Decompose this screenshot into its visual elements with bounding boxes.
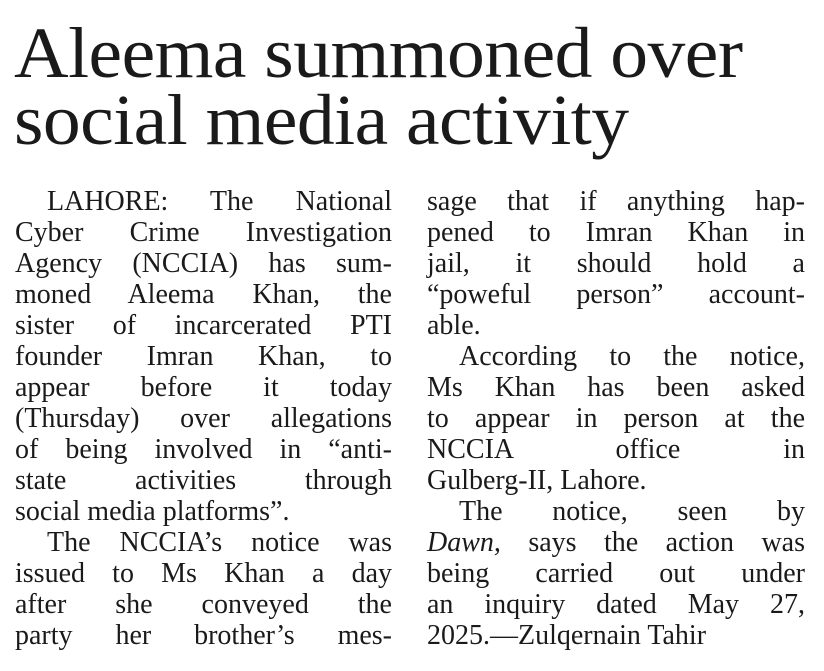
- body-line: being carried out under: [427, 558, 805, 589]
- body-line-text: says the action was: [528, 527, 806, 558]
- body-line-with-source: [427, 527, 805, 558]
- body-line: Gulberg-II, Lahore.: [427, 465, 647, 496]
- headline-line-2: social media activity: [14, 80, 629, 160]
- byline: 2025.—Zulqernain Tahir: [427, 620, 707, 651]
- body-line: to appear in person at the: [427, 403, 805, 434]
- body-column-left: [15, 186, 392, 651]
- body-line: (Thursday) over allegations: [15, 403, 392, 434]
- body-line: Cyber Crime Investigation: [15, 217, 392, 248]
- body-line: Ms Khan has been asked: [427, 372, 805, 403]
- body-line: issued to Ms Khan a day: [15, 558, 392, 589]
- body-line: after she conveyed the: [15, 589, 392, 620]
- source-dawn: Dawn,: [427, 527, 501, 558]
- body-line: The NCCIA’s notice was: [47, 527, 392, 558]
- body-line: an inquiry dated May 27,: [427, 589, 805, 620]
- body-line: social media platforms”.: [15, 496, 290, 527]
- body-line: founder Imran Khan, to: [15, 341, 392, 372]
- body-line: Agency (NCCIA) has sum-: [15, 248, 392, 279]
- body-line: The notice, seen by: [459, 496, 805, 527]
- body-line: state activities through: [15, 465, 392, 496]
- body-line: pened to Imran Khan in: [427, 217, 805, 248]
- body-line: sage that if anything hap-: [427, 186, 805, 217]
- body-line: sister of incarcerated PTI: [15, 310, 392, 341]
- body-line: jail, it should hold a: [427, 248, 805, 279]
- body-line: “poweful person” account-: [427, 279, 805, 310]
- body-column-right: [427, 186, 805, 651]
- body-line: able.: [427, 310, 481, 341]
- body-line: NCCIA office in: [427, 434, 805, 465]
- headline-line-1: Aleema summoned over: [14, 13, 743, 93]
- body-line: party her brother’s mes-: [15, 620, 392, 651]
- body-line: moned Aleema Khan, the: [15, 279, 392, 310]
- headline: [14, 13, 824, 160]
- body-line: appear before it today: [15, 372, 392, 403]
- body-line: According to the notice,: [459, 341, 805, 372]
- body-line: LAHORE: The National: [47, 186, 392, 217]
- body-line: of being involved in “anti-: [15, 434, 392, 465]
